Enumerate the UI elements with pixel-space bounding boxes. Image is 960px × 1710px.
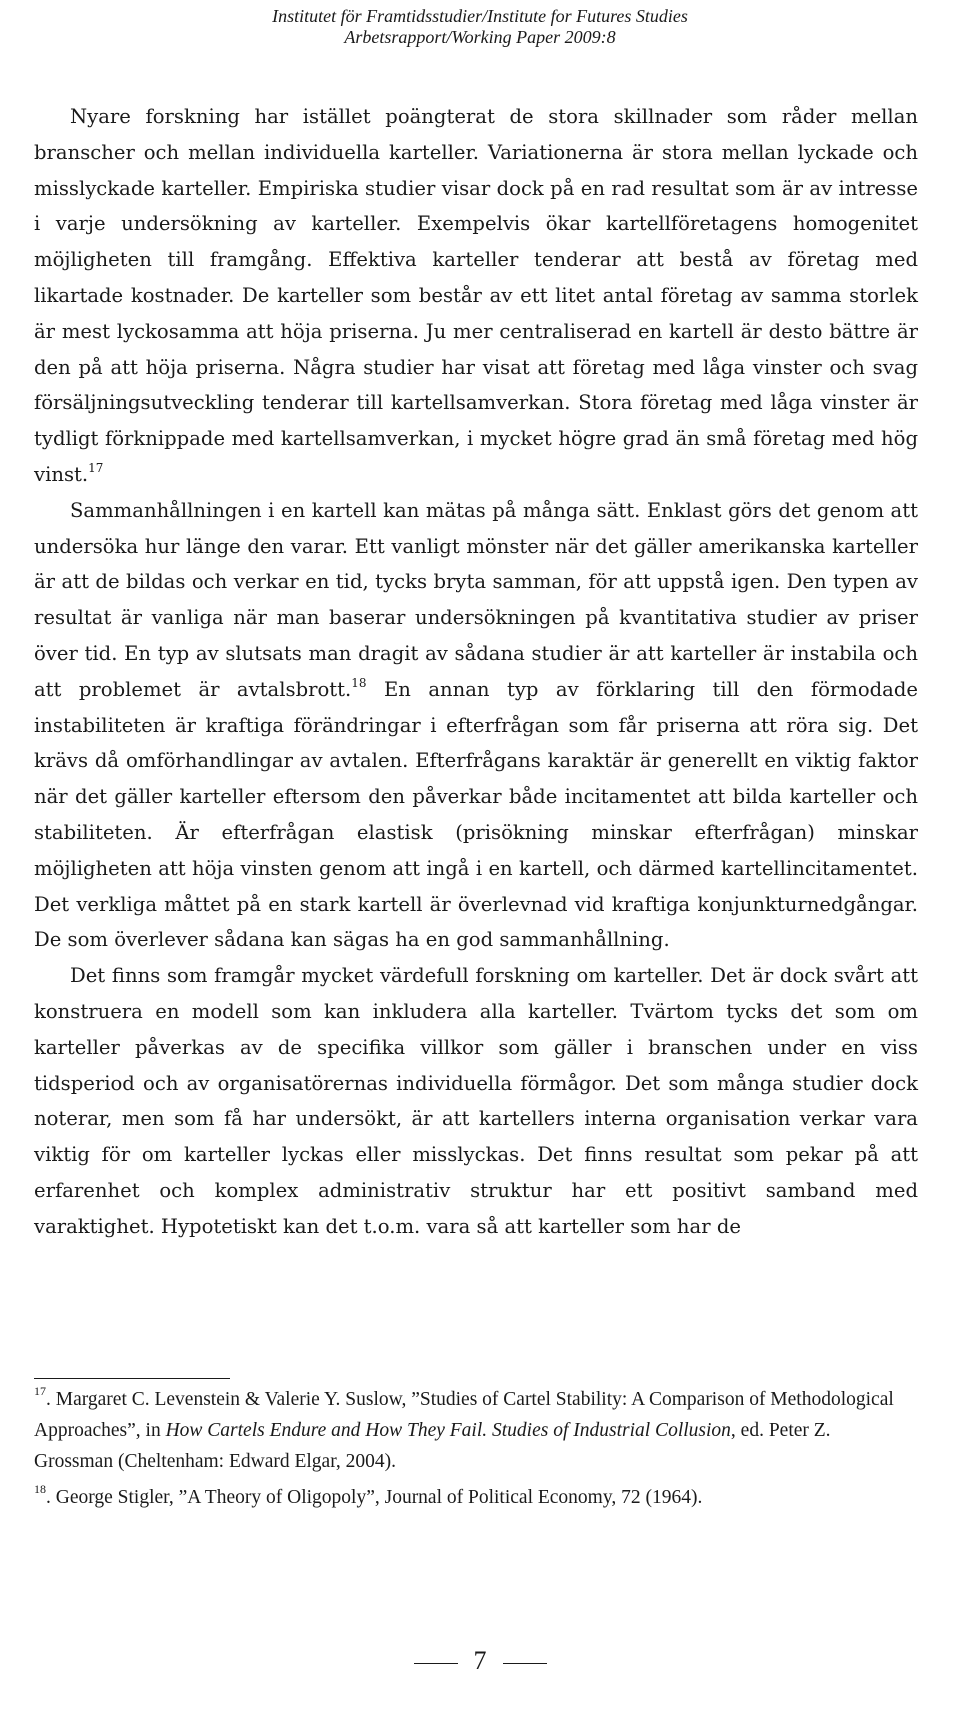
paragraph-2-text-a: Sammanhållningen i en kartell kan mätas på många sätt. Enklast görs det genom att undersöka hur länge den varar. Ett vanligt mönster när det gäller amerikanska karteller är att de bildas och verkar en tid, tycks bryta samman, för att uppstå igen. Den typen av resultat är vanliga när man baserar undersökningen på kvantitativa studier av priser över tid. En typ av slutsats man dragit av sådana studier är att karteller är instabila och att problemet är avtalsbrott.	[34, 498, 918, 701]
footnote-17-text-a: . Margaret C. Levenstein & Valerie Y. Suslow, ”Studies of Cartel Stability: A Comparison of Methodological Approaches”, in	[34, 1389, 894, 1441]
header-working-paper: Arbetsrapport/Working Paper 2009:8	[344, 27, 616, 47]
footnote-17	[34, 1384, 914, 1477]
paragraph-1	[34, 99, 918, 493]
page-number-dash-right	[503, 1663, 547, 1664]
body-text	[34, 99, 918, 1245]
footnote-ref-17[interactable]: 17	[88, 460, 104, 475]
paragraph-2-text-b: En annan typ av förklaring till den förmodade instabiliteten är kraftiga förändringar i efterfrågan som får priserna att röra sig. Det krävs då omförhandlingar av avtalen. Efterfrågans karaktär är generellt en viktig faktor när det gäller karteller eftersom den påverkar både incitamentet att bilda karteller och stabiliteten. Är efterfrågan elastisk (prisökning minskar efterfrågan) minskar möjligheten att höja vinsten genom att ingå i en kartell, och därmed kartellincitamentet. Det verkliga måttet på en stark kartell är överlevnad vid kraftiga konjunkturnedgångar. De som överlever sådana kan sägas ha en god sammanhållning.	[34, 677, 918, 952]
paragraph-2	[34, 493, 918, 958]
paragraph-1-text: Nyare forskning har istället poängterat de stora skillnader som råder mellan branscher och mellan individuella karteller. Variationerna är stora mellan lyckade och misslyckade karteller. Empiriska studier visar dock på en rad resultat som är av intresse i varje undersökning av karteller. Exempelvis ökar kartellföretagens homogenitet möjligheten till framgång. Effektiva karteller tenderar att bestå av företag med likartade kostnader. De karteller som består av ett litet antal företag av samma storlek är mest lyckosamma att höja priserna. Ju mer centraliserad en kartell är desto bättre är den på att höja priserna. Några studier har visat att företag med låga vinster och svag försäljningsutveckling tenderar till kartellsamverkan. Stora företag med låga vinster är tydligt förknippade med kartellsamverkan, i mycket högre grad än små företag med hög vinst.	[34, 105, 918, 486]
footnote-divider	[34, 1378, 230, 1379]
page-number: 7	[473, 1646, 487, 1675]
page-footer	[0, 1646, 960, 1676]
footnote-18-text: . George Stigler, ”A Theory of Oligopoly”, Journal of Political Economy, 72 (1964).	[46, 1487, 703, 1508]
footnote-18	[34, 1482, 914, 1513]
footnote-17-number: 17	[34, 1384, 46, 1398]
footnote-17-text-b: , ed. Peter Z. Grossman (Cheltenham: Edward Elgar, 2004).	[34, 1420, 831, 1472]
footnote-17-book-title: How Cartels Endure and How They Fail. Studies of Industrial Collusion	[165, 1420, 731, 1441]
paragraph-3: Det finns som framgår mycket värdefull forskning om karteller. Det är dock svårt att konstruera en modell som kan inkludera alla karteller. Tvärtom tycks det som om karteller påverkas av de specifika villkor som gäller i branschen under en viss tidsperiod och av organisatörernas individuella förmågor. Det som många studier dock noterar, men som få har undersökt, är att kartellers interna organisation verkar vara viktig för om karteller lyckas eller misslyckas. Det finns resultat som pekar på att erfarenhet och komplex administrativ struktur har ett positivt samband med varaktighet. Hypotetiskt kan det t.o.m. vara så att karteller som har de	[34, 964, 918, 1238]
footnote-ref-18[interactable]: 18	[351, 675, 367, 690]
footnote-18-number: 18	[34, 1482, 46, 1496]
page-number-dash-left	[414, 1663, 458, 1664]
running-header	[0, 6, 960, 48]
header-institute: Institutet för Framtidsstudier/Institute for Futures Studies	[272, 6, 688, 26]
footnotes	[34, 1384, 914, 1513]
